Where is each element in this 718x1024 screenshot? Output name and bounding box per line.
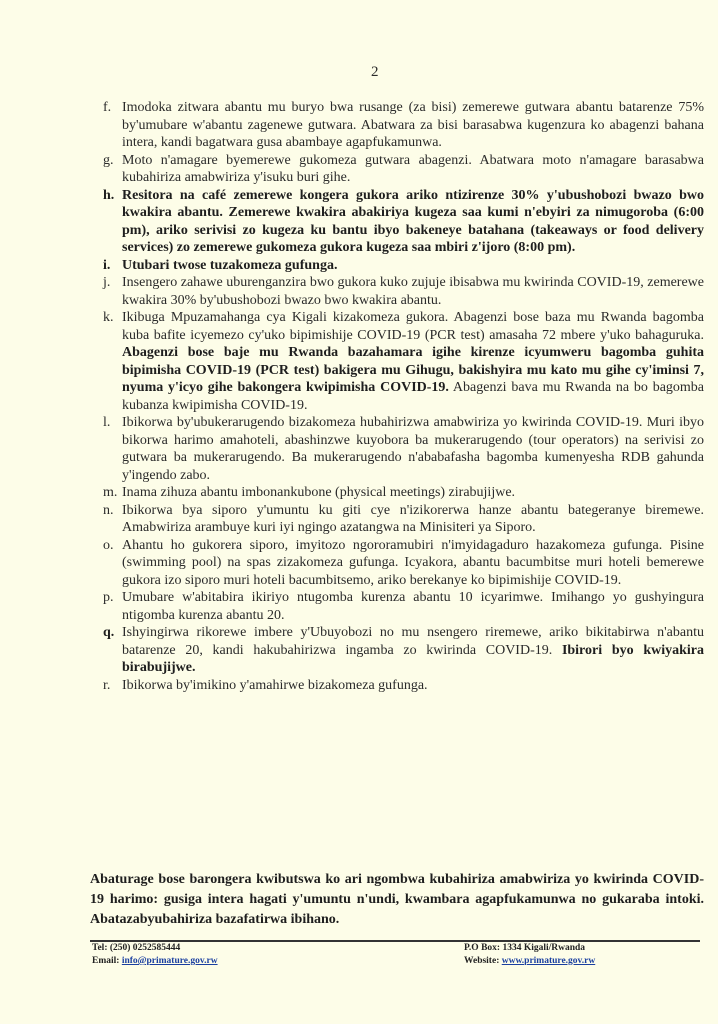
list-marker: j. [103,275,111,290]
measures-list [88,99,704,694]
footer-email [92,955,218,968]
closing-paragraph: Abaturage bose barongera kwibutswa ko ari ngombwa kubahiriza amabwiriza yo kwirinda COVID-19 harimo: gusiga intera hagati y'umuntu n'undi, kwambara agapfukamunwa no gukaraba intoki. Abatazabyubahiriza bazafatirwa ibihano. [90,872,704,927]
list-marker: o. [103,537,114,553]
item-text: Insengero zahawe uburenganzira bwo gukora kuko zujuje ibisabwa mu kwirinda COVID-19, zemerewe kwakira 30% by'ubushobozi bwazo bwo kwakira abantu. [122,275,704,308]
list-marker: q. [103,625,115,640]
list-marker: h. [103,187,115,203]
list-marker: g. [103,152,114,168]
list-item [88,624,704,677]
footer-tel [92,942,218,955]
item-text: Inama zihuza abantu imbonankubone (physical meetings) zirabujijwe. [122,485,516,500]
list-item [88,274,704,309]
tel-label: Tel: [92,943,108,953]
list-marker: k. [103,310,114,325]
list-marker: i. [103,257,111,273]
list-item [88,537,704,590]
tel-value: (250) 0252585444 [109,943,181,953]
list-item [88,484,704,502]
bold-text: Abagenzi bose baje mu Rwanda bazahamara igihe kirenze icyumweru bagomba guhita bipimisha COVID-19 (PCR test) bakigera mu Gihugu, bakishyira mu kato mu gihe cy'iminsi 7, nyuma y'icyo gihe bakongera kwipimisha COVID-19. [122,345,704,395]
list-marker: r. [103,677,111,693]
list-marker: m. [103,485,118,500]
list-item [88,309,704,414]
website-link[interactable]: www.primature.gov.rw [501,956,596,966]
website-label: Website: [464,956,500,966]
page-number: 2 [371,64,379,80]
item-text: Ibikorwa bya siporo y'umuntu ku giti cye n'izikorerwa hanze abantu bategeranye biremewe. Amabwiriza arambuye kuri iyi ngingo azatangwa na Minisiteri ya Siporo. [122,502,704,535]
pobox: P.O Box: 1334 Kigali/Rwanda [464,943,586,953]
footer-website [464,955,595,968]
email-label: Email: [92,956,120,966]
item-text: Moto n'amagare byemerewe gukomeza gutwara abagenzi. Abatwara moto n'amagare barasabwa kubahiriza amabwiriza y'isuku buri gihe. [122,152,704,185]
list-item [88,677,704,695]
footer-contact [92,942,218,968]
list-marker: p. [103,590,114,605]
item-text: Ibikorwa by'ubukerarugendo bizakomeza hubahirizwa amabwiriza yo kwirinda COVID-19. Muri ibyo bikorwa harimo amahoteli, abashinzwe kuyobora ba mukerarugendo (tour operators) na serivisi zo gutwara ba mukerarugendo. Ba mukerarugendo n'ababafasha bagomba kumenyesha RDB gahunda y'ingendo zabo. [122,415,704,483]
list-item [88,502,704,537]
list-item [88,257,704,275]
footer-address [464,942,595,968]
item-text: Imodoka zitwara abantu mu buryo bwa rusange (za bisi) zemerewe gutwara abantu batarenze 75% by'umubare w'abantu zagenewe gutwara. Abatwara za bisi barasabwa kugenzura ko abagenzi bahana intera, kandi bagatwara gusa abambaye agapfukamunwa. [122,100,704,150]
bold-text: Resitora na café zemerewe kongera gukora ariko ntizirenze 30% y'ubushobozi bwazo bwo kwakira abantu. Zemerewe kwakira abakiriya kugeza saa kumi n'ebyiri za nimugoroba (6:00 pm), ariko serivisi zo kugeza ku bantu ibyo bakeneye batahana (takeaways or food delivery services) zo zemerewe gukomeza gukora kugeza saa mbiri z'ijoro (8:00 pm). [122,187,704,255]
item-text: Ishyingirwa rikorewe imbere y'Ubuyobozi no mu nsengero riremewe, ariko bikitabirwa n'abantu batarenze 20, kandi hakubahirizwa ingamba zo kwirinda COVID-19. [122,625,704,658]
list-item [88,99,704,152]
item-text: Abagenzi bava mu Rwanda na bo bagomba kubanza kwipimisha COVID-19. [122,380,705,413]
item-text: Ikibuga Mpuzamahanga cya Kigali kizakomeza gukora. Abagenzi bose baza mu Rwanda bagomba kuba bafite icyemezo cy'uko bipimishije COVID-19 (PCR test) amasaha 72 mbere y'uko bahaguruka. [122,310,704,343]
bold-text: Utubari twose tuzakomeza gufunga. [122,257,338,273]
list-marker: l. [103,415,111,430]
bold-text: Ibirori byo kwiyakira birabujijwe. [122,642,704,675]
item-text: Ahantu ho gukorera siporo, imyitozo ngororamubiri n'imyidagaduro hazakomeza gufunga. Pisine (swimming pool) na spas zizakomeza gufunga. Icyakora, abantu bacumbitse muri hoteli bemerewe gukora izo siporo muri hoteli bacumbitsemo, ariko berekanye ko bipimishije COVID-19. [122,537,704,588]
list-marker: n. [103,502,114,518]
item-text: Umubare w'abitabira ikiriyo ntugomba kurenza abantu 10 icyarimwe. Imihango yo gushyingura ntigomba kurenza abantu 20. [122,590,704,623]
email-link[interactable]: info@primature.gov.rw [121,956,218,966]
item-text: Ibikorwa by'imikino y'amahirwe bizakomeza gufunga. [122,677,428,693]
list-item [88,589,704,624]
list-marker: f. [103,100,112,115]
list-item [88,187,704,257]
list-item [88,414,704,484]
list-item [88,152,704,187]
